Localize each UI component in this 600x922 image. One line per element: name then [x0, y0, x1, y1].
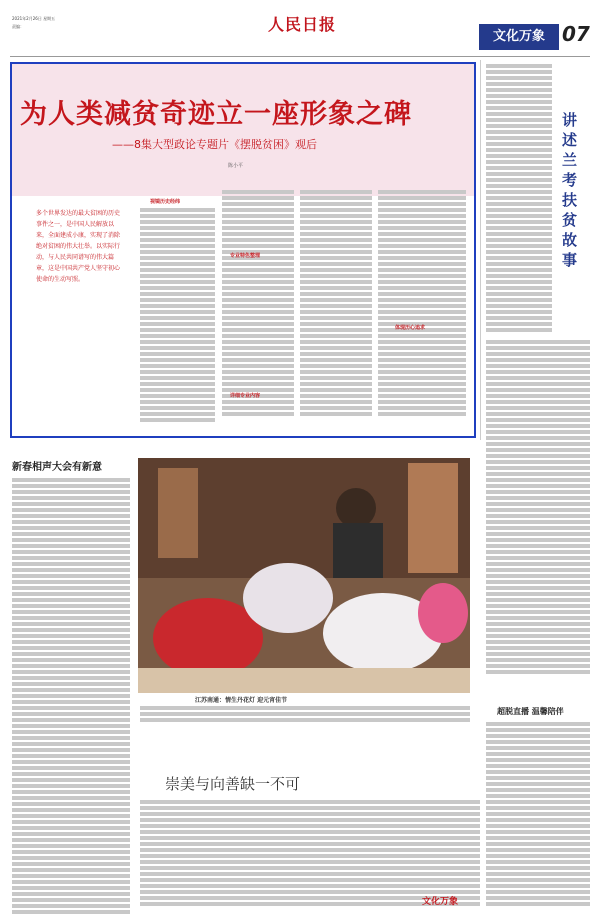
section-logo: 文化万象 — [422, 897, 459, 907]
lead-section-head-4: 体现历心追求 — [395, 325, 426, 331]
lantern-photo-illustration — [138, 458, 470, 693]
lead-column-4 — [378, 190, 466, 418]
livestream-article-text — [486, 722, 590, 912]
photo-caption: 江苏南通：情生丹花灯 迎元宵佳节 — [195, 697, 288, 704]
column-divider — [480, 60, 481, 440]
issue-date: 2021年2月26日 星期五 — [12, 16, 56, 21]
newspaper-masthead: 人民日报 — [268, 15, 337, 34]
lead-column-1 — [140, 208, 215, 436]
lead-section-head-3: 详细专业内容 — [230, 393, 261, 399]
lead-article-title[interactable]: 为人类减贫奇迹立一座形象之碑 — [20, 99, 412, 130]
crosstalk-headline[interactable]: 新春相声大会有新意 — [12, 462, 102, 473]
crosstalk-article-text — [12, 478, 130, 768]
lantern-photo[interactable] — [138, 458, 470, 693]
lead-article-subtitle: ——8集大型政论专题片《摆脱贫困》观后 — [112, 138, 317, 151]
sidebar-column-text-2 — [486, 340, 590, 690]
editor-line: 责编： — [12, 24, 24, 29]
lead-article-intro: 多个世界发达的最大贫困的历史事件之一，是中国人民解放以来，全面建成小康，实现了消除绝对贫困的伟大壮举。以实际行动，与人民共同谱写的伟大篇章，这是中国共产党人坚守初心使命的生动写照。 — [36, 210, 121, 283]
livestream-headline[interactable]: 超脱直播 温馨陪伴 — [497, 707, 564, 716]
lead-column-2 — [222, 190, 294, 418]
header-rule — [10, 56, 590, 57]
essay-left-text — [12, 736, 130, 916]
lead-column-3 — [300, 190, 372, 418]
sidebar-headline[interactable]: 讲述兰考扶贫故事 — [562, 111, 578, 269]
lead-article-byline: 陈小平 — [228, 163, 244, 169]
lead-section-head-2: 专业特色整理 — [230, 253, 261, 259]
sidebar-column-text — [486, 64, 552, 334]
essay-headline[interactable]: 崇美与向善缺一不可 — [165, 775, 301, 793]
page-number: 07 — [562, 22, 590, 46]
photo-caption-text — [140, 706, 470, 724]
section-label[interactable]: 文化万象 — [479, 24, 559, 50]
lead-section-head-1: 视镜历史经纬 — [150, 199, 181, 205]
